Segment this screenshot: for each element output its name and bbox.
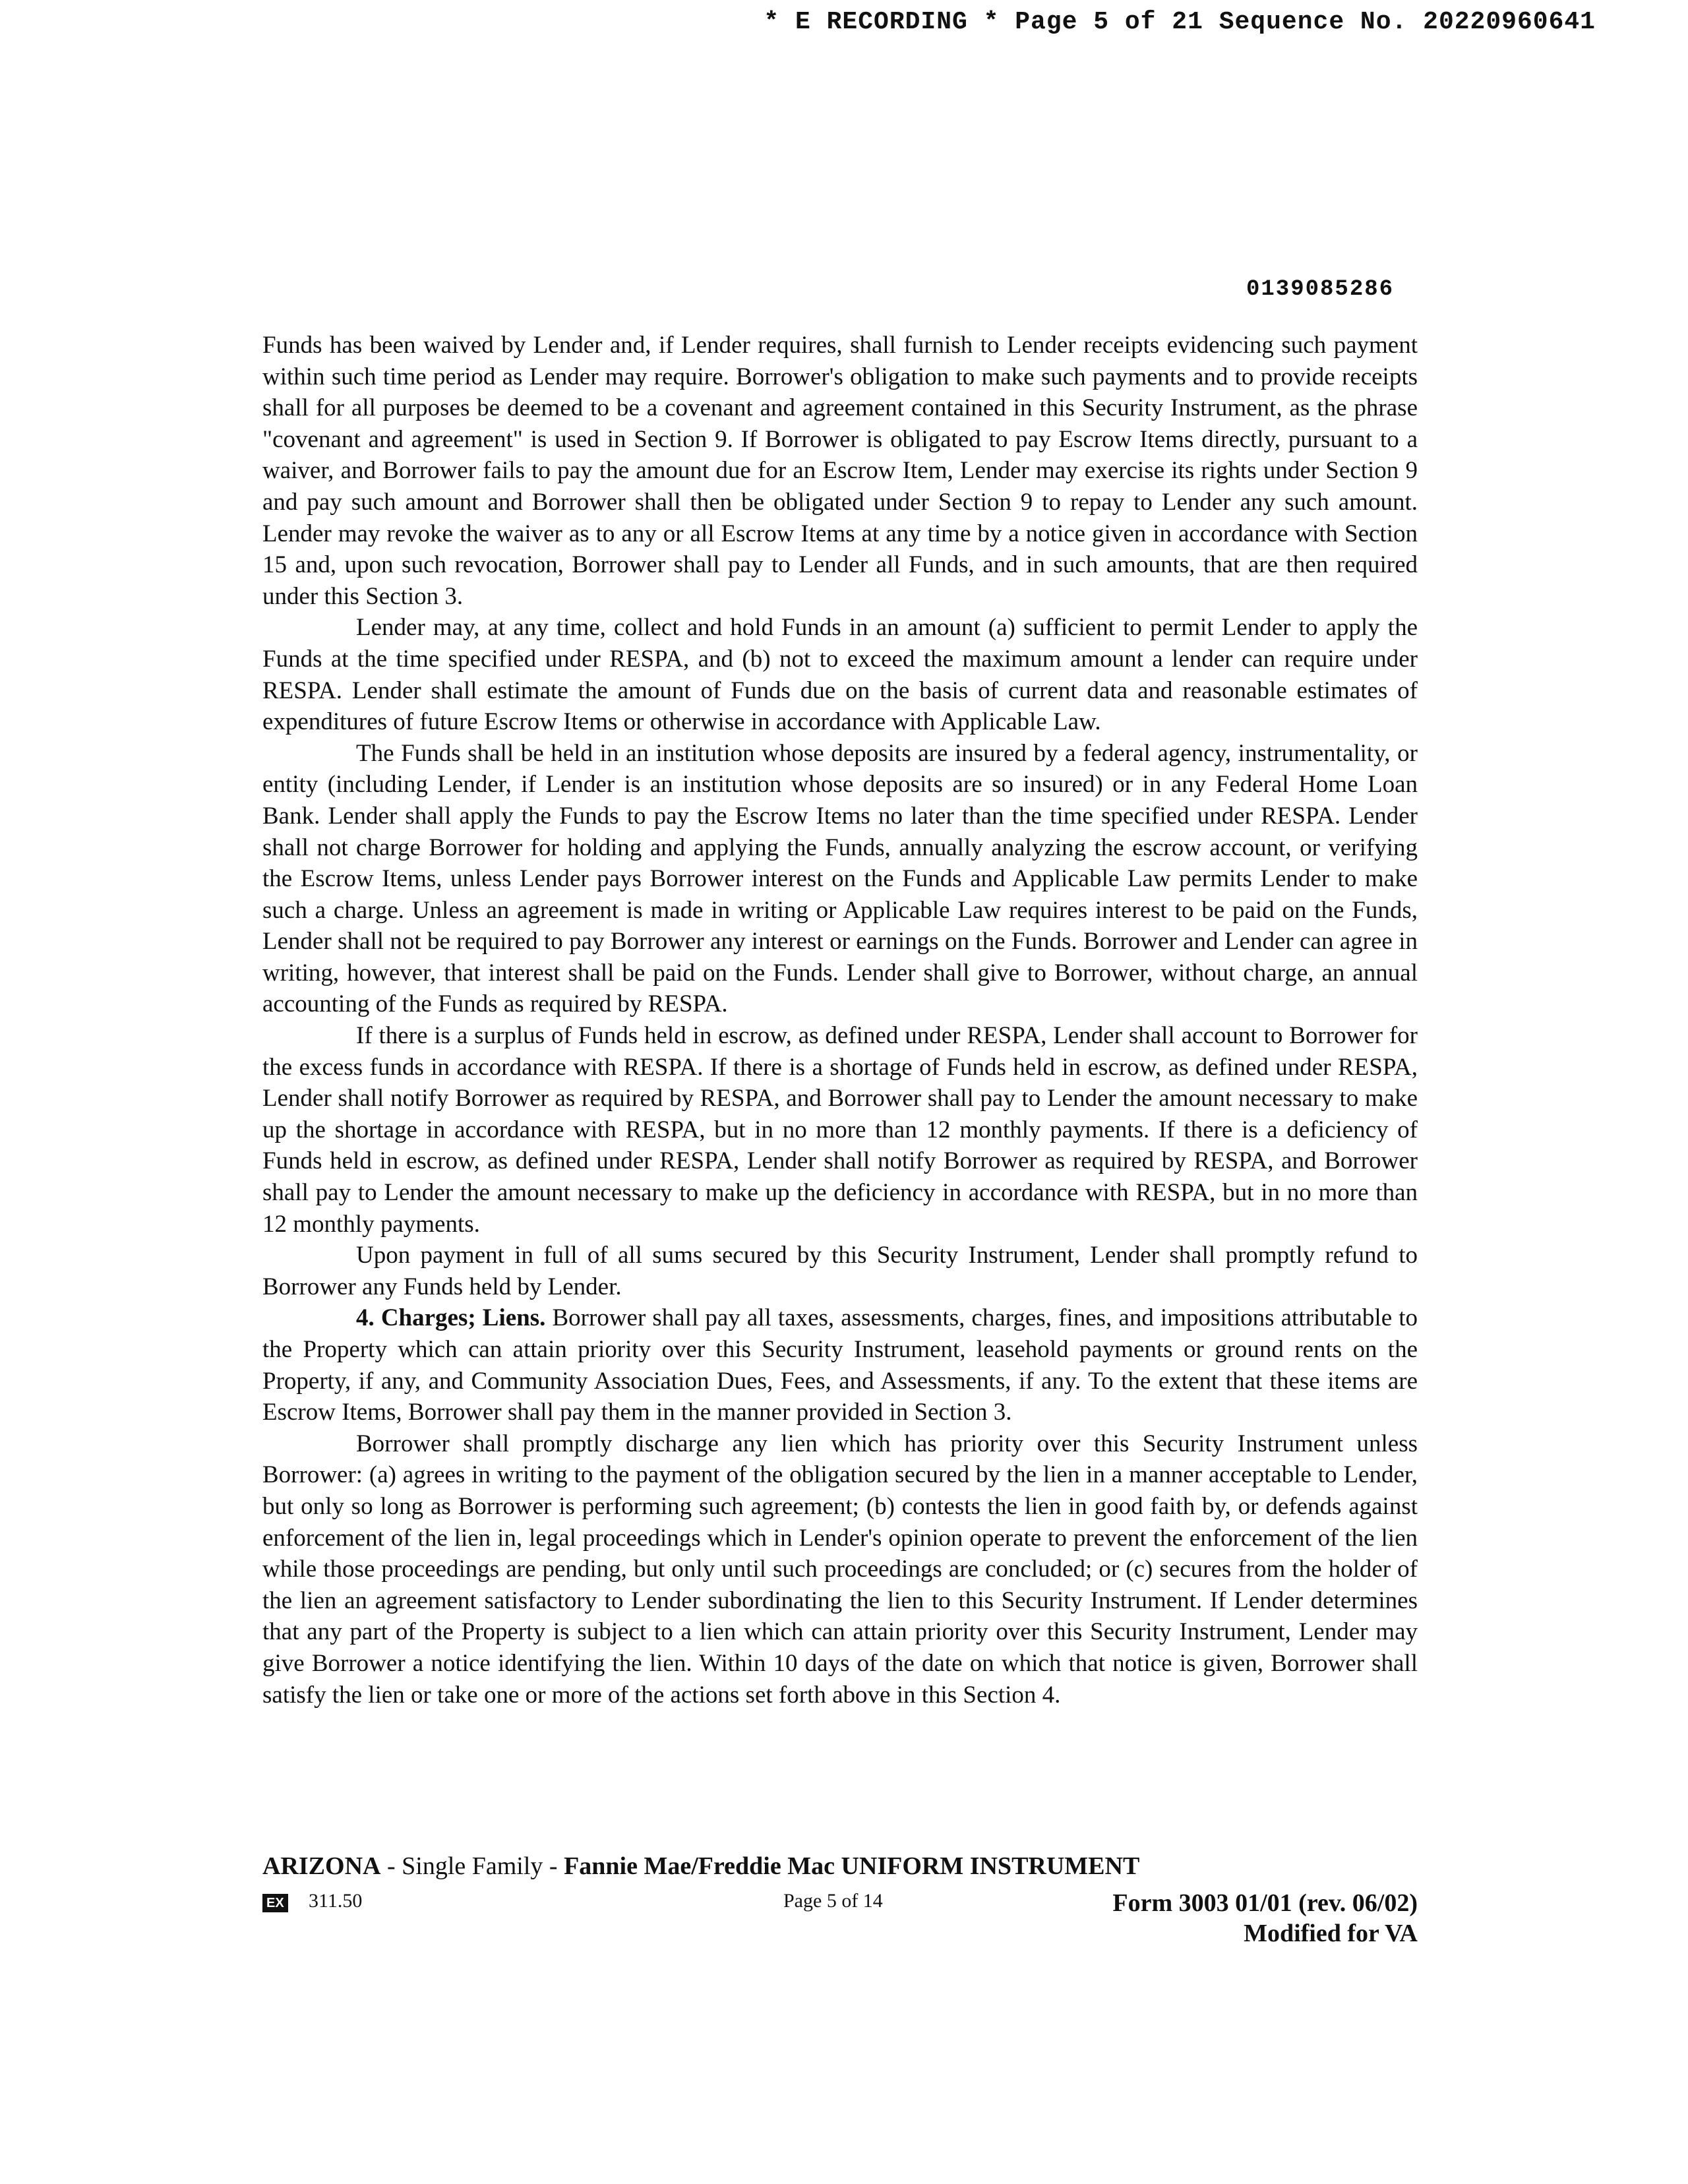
ex-logo-icon: EX	[262, 1894, 288, 1912]
paragraph-text: Lender may, at any time, collect and hold Funds in an amount (a) sufficient to permit Lender to apply the Funds at the time specified under RESPA, and (b) not to exceed the maximum amount a lender can require under RESPA. Lender shall estimate the amount of Funds due on the basis of current data and reasonable estimates of expenditures of future Escrow Items or otherwise in accordance with Applicable Law.	[262, 614, 1418, 736]
form-number: Form 3003 01/01 (rev. 06/02)	[1112, 1889, 1418, 1917]
paragraph-text: If there is a surplus of Funds held in escrow, as defined under RESPA, Lender shall account to Borrower for the excess funds in accordance with RESPA. If there is a shortage of Funds held in escrow, as defined under RESPA, Lender shall notify Borrower as required by RESPA, and Borrower shall pay to Lender the amount necessary to make up the shortage in accordance with RESPA, but in no more than 12 monthly payments. If there is a deficiency of Funds held in escrow, as defined under RESPA, Lender shall notify Borrower as required by RESPA, and Borrower shall pay to Lender the amount necessary to make up the deficiency in accordance with RESPA, but in no more than 12 monthly payments.	[262, 1022, 1418, 1238]
paragraph-collect-funds	[262, 612, 1418, 737]
paragraph-escrow-waiver	[262, 330, 1418, 612]
paragraph-discharge-lien	[262, 1428, 1418, 1711]
paragraph-text: Borrower shall promptly discharge any lien which has priority over this Security Instrument unless Borrower: (a) agrees in writing to the payment of the obligation secured by the lien in a manner acceptable to Lender, but only so long as Borrower is performing such agreement; (b) contests the lien in good faith by, or defends against enforcement of the lien in, legal proceedings which in Lender's opinion operate to prevent the enforcement of the lien while those proceedings are pending, but only until such proceedings are concluded; or (c) secures from the holder of the lien an agreement satisfactory to Lender subordinating the lien to this Security Instrument. If Lender determines that any part of the Property is subject to a lien which can attain priority over this Security Instrument, Lender may give Borrower a notice identifying the lien. Within 10 days of the date on which that notice is given, Borrower shall satisfy the lien or take one or more of the actions set forth above in this Section 4.	[262, 1430, 1418, 1709]
recording-header: * E RECORDING * Page 5 of 21 Sequence No. 20220960641	[764, 8, 1596, 36]
paragraph-text: Borrower shall pay all taxes, assessments, charges, fines, and impositions attributable to the Property which can attain priority over this Security Instrument, leasehold payments or ground rents on the Property, if any, and Community Association Dues, Fees, and Assessments, if any. To the extent that these items are Escrow Items, Borrower shall pay them in the manner provided in Section 3.	[262, 1304, 1418, 1426]
paragraph-text: Upon payment in full of all sums secured by this Security Instrument, Lender shall promptly refund to Borrower any Funds held by Lender.	[262, 1242, 1418, 1300]
form-code: 311.50	[309, 1890, 363, 1912]
footer-title	[262, 1852, 1139, 1881]
paragraph-text: Funds has been waived by Lender and, if Lender requires, shall furnish to Lender receipts evidencing such payment within such time period as Lender may require. Borrower's obligation to make such payments and to provide receipts shall for all purposes be deemed to be a covenant and agreement contained in this Security Instrument, as the phrase "covenant and agreement" is used in Section 9. If Borrower is obligated to pay Escrow Items directly, pursuant to a waiver, and Borrower fails to pay the amount due for an Escrow Item, Lender may exercise its rights under Section 9 and pay such amount and Borrower shall then be obligated under Section 9 to repay to Lender any such amount. Lender may revoke the waiver as to any or all Escrow Items at any time by a notice given in accordance with Section 15 and, upon such revocation, Borrower shall pay to Lender all Funds, and in such amounts, that are then required under this Section 3.	[262, 332, 1418, 610]
paragraph-charges-liens	[262, 1302, 1418, 1428]
footer-instrument: Fannie Mae/Freddie Mac UNIFORM INSTRUMENT	[564, 1852, 1140, 1880]
footer-row	[262, 1890, 1418, 1923]
loan-number: 0139085286	[1246, 277, 1395, 302]
modified-note: Modified for VA	[1244, 1920, 1418, 1947]
footer-separator: -	[380, 1852, 402, 1880]
paragraph-refund	[262, 1240, 1418, 1302]
paragraph-surplus-shortage	[262, 1020, 1418, 1240]
footer-separator: -	[543, 1852, 564, 1880]
section-heading: 4. Charges; Liens.	[356, 1304, 546, 1332]
paragraph-funds-held	[262, 738, 1418, 1020]
footer-state: ARIZONA	[262, 1852, 381, 1880]
document-body	[262, 330, 1418, 1711]
page-number: Page 5 of 14	[783, 1890, 883, 1912]
paragraph-text: The Funds shall be held in an institution whose deposits are insured by a federal agency, instrumentality, or entity (including Lender, if Lender is an institution whose deposits are so insured) or in any Federal Home Loan Bank. Lender shall apply the Funds to pay the Escrow Items no later than the time specified under RESPA. Lender shall not charge Borrower for holding and applying the Funds, annually analyzing the escrow account, or verifying the Escrow Items, unless Lender pays Borrower interest on the Funds and Applicable Law permits Lender to make such a charge. Unless an agreement is made in writing or Applicable Law requires interest to be paid on the Funds, Lender shall not be required to pay Borrower any interest or earnings on the Funds. Borrower and Lender can agree in writing, however, that interest shall be paid on the Funds. Lender shall give to Borrower, without charge, an annual accounting of the Funds as required by RESPA.	[262, 739, 1418, 1018]
footer-family: Single Family	[402, 1852, 543, 1880]
